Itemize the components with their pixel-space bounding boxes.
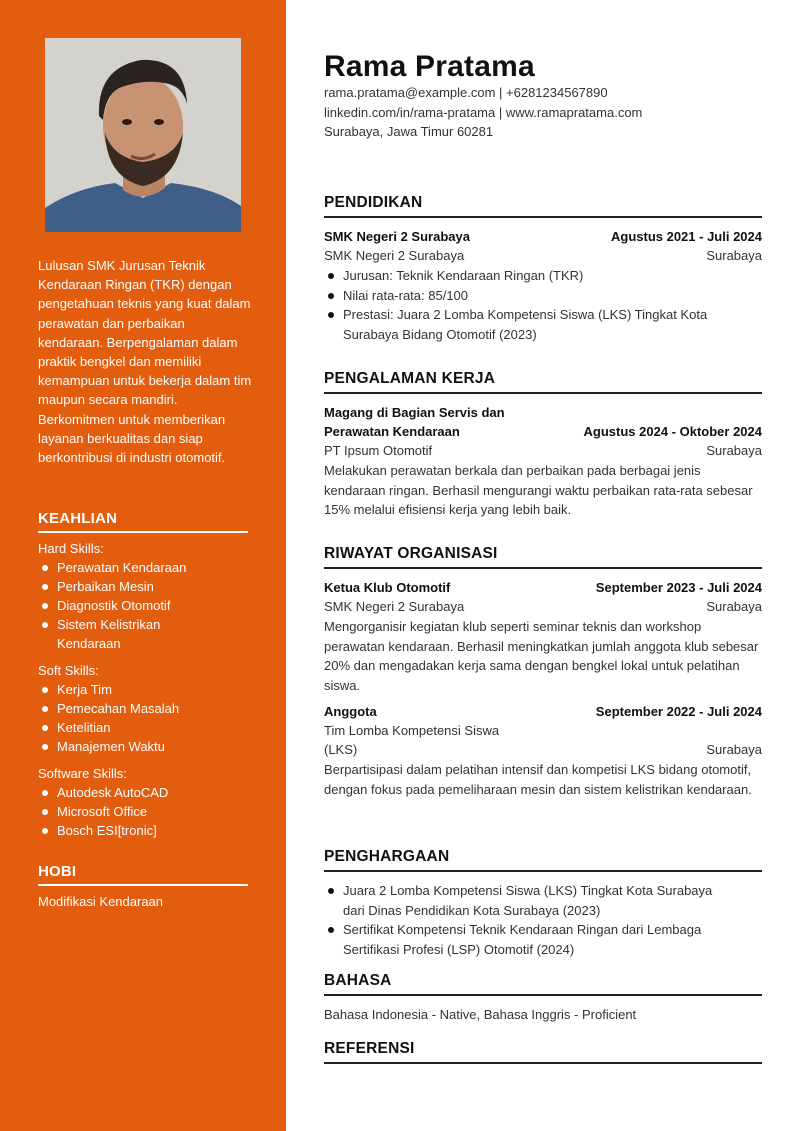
bullet-icon (42, 828, 48, 834)
bullet-icon (328, 888, 334, 894)
awards-list (324, 881, 762, 959)
profile-photo (45, 38, 241, 232)
experience-section (324, 370, 762, 520)
bullet-icon (42, 622, 48, 628)
institution-name: SMK Negeri 2 Surabaya (324, 248, 465, 263)
skill-item (38, 680, 248, 699)
org-description: Berpartisipasi dalam pelatihan intensif dan kompetisi LKS bidang otomotif, dengan fokus pada pemeliharaan mesin dan sistem kelistrikan kendaraan. (324, 762, 752, 797)
hobby-text: Modifikasi Kendaraan (38, 894, 164, 909)
organization-section (324, 545, 762, 799)
education-location: Surabaya (706, 248, 762, 263)
skill-text: Manajemen Waktu (57, 739, 165, 754)
skill-item (38, 577, 248, 596)
skill-item (38, 718, 248, 737)
bullet-icon (328, 927, 334, 933)
award-text: Juara 2 Lomba Kompetensi Siswa (LKS) Tingkat Kota Surabaya dari Dinas Pendidikan Kota Surabaya (2023) (343, 883, 713, 918)
sidebar (0, 0, 286, 1131)
org-location: Surabaya (706, 599, 762, 614)
org-location: Surabaya (706, 742, 762, 757)
contact-info (324, 83, 642, 142)
org-dates: September 2023 - Juli 2024 (595, 580, 762, 595)
skill-group-label: Soft Skills: (38, 663, 99, 678)
org-role: Anggota (324, 704, 377, 719)
skill-item (38, 615, 188, 653)
contact-email-phone: rama.pratama@example.com | +6281234567890 (324, 85, 608, 100)
org-description: Mengorganisir kegiatan klub seperti seminar teknis dan workshop perawatan kendaraan. Berhasil meningkatkan jumlah anggota klub sebesar 20% dan mengadakan kerja sama dengan bengkel lokal untuk pelatihan siswa. (324, 619, 759, 693)
software-skills-list (38, 783, 248, 840)
bullet-icon (42, 744, 48, 750)
organization-entry (324, 578, 762, 695)
contact-links: linkedin.com/in/rama-pratama | www.ramapratama.com (324, 104, 643, 120)
company-name: PT Ipsum Otomotif (324, 443, 433, 458)
references-section (324, 1040, 762, 1073)
hobby-section (38, 863, 248, 911)
bullet-icon (42, 603, 48, 609)
skill-item (38, 699, 248, 718)
org-name: Tim Lomba Kompetensi Siswa (324, 723, 500, 738)
bullet-icon (42, 725, 48, 731)
bullet-icon (42, 565, 48, 571)
bullet-icon (42, 687, 48, 693)
organization-heading: RIWAYAT ORGANISASI (324, 545, 762, 569)
skill-text: Microsoft Office (57, 804, 148, 819)
skill-text: Ketelitian (57, 720, 111, 735)
award-text: Sertifikat Kompetensi Teknik Kendaraan Ringan dari Lembaga Sertifikasi Profesi (LSP) Otomotif (2024) (343, 922, 702, 957)
languages-section (324, 972, 762, 1025)
education-heading: PENDIDIKAN (324, 194, 762, 218)
organization-entry (324, 702, 762, 799)
skills-section (38, 510, 248, 848)
skill-text: Kerja Tim (57, 682, 112, 697)
references-heading: REFERENSI (324, 1040, 762, 1064)
experience-heading: PENGALAMAN KERJA (324, 370, 762, 394)
detail-text: Jurusan: Teknik Kendaraan Ringan (TKR) (343, 268, 584, 283)
contact-address: Surabaya, Jawa Timur 60281 (324, 124, 494, 139)
org-name: SMK Negeri 2 Surabaya (324, 599, 465, 614)
profile-photo-icon (45, 38, 241, 232)
bullet-icon (328, 312, 334, 318)
skill-item (38, 783, 248, 802)
org-name-line-2: (LKS) (324, 742, 358, 757)
detail-text: Prestasi: Juara 2 Lomba Kompetensi Siswa (LKS) Tingkat Kota Surabaya Bidang Otomotif (2023) (343, 307, 708, 342)
experience-dates: Agustus 2024 - Oktober 2024 (583, 424, 762, 439)
skill-text: Bosch ESI[tronic] (57, 823, 157, 838)
skill-group-label: Software Skills: (38, 766, 127, 781)
job-title-line-2: Perawatan Kendaraan (324, 424, 460, 439)
school-name: SMK Negeri 2 Surabaya (324, 229, 470, 244)
education-detail-item (324, 266, 762, 286)
skill-item (38, 596, 248, 615)
awards-heading: PENGHARGAAN (324, 848, 762, 872)
org-role: Ketua Klub Otomotif (324, 580, 451, 595)
skill-text: Pemecahan Masalah (57, 701, 180, 716)
skill-text: Sistem Kelistrikan Kendaraan (57, 617, 161, 651)
education-dates: Agustus 2021 - Juli 2024 (610, 229, 762, 244)
soft-skills-list (38, 680, 248, 756)
job-title-line-1: Magang di Bagian Servis dan (324, 405, 505, 420)
award-item (324, 881, 762, 920)
skill-group-label: Hard Skills: (38, 541, 104, 556)
skill-item (38, 802, 248, 821)
skill-text: Perawatan Kendaraan (57, 560, 187, 575)
languages-heading: BAHASA (324, 972, 762, 996)
bullet-icon (328, 273, 334, 279)
skill-text: Diagnostik Otomotif (57, 598, 171, 613)
languages-text: Bahasa Indonesia - Native, Bahasa Inggris - Proficient (324, 1007, 637, 1022)
org-dates: September 2022 - Juli 2024 (595, 704, 762, 719)
skill-item (38, 821, 248, 840)
hard-skills-list (38, 558, 248, 653)
skill-item (38, 558, 248, 577)
education-details (324, 266, 762, 344)
detail-text: Nilai rata-rata: 85/100 (343, 287, 469, 303)
skills-heading: KEAHLIAN (38, 510, 248, 533)
skill-text: Perbaikan Mesin (57, 579, 154, 594)
awards-section (324, 848, 762, 959)
skill-item (38, 737, 248, 756)
profile-summary: Lulusan SMK Jurusan Teknik Kendaraan Ringan (TKR) dengan pengetahuan teknis yang kuat dalam perawatan dan perbaikan kendaraan. Berpengalaman dalam praktik bengkel dan memiliki kemampuan untuk bekerja dalam tim maupun secara mandiri. Berkomitmen untuk memberikan layanan berkualitas dan siap berkontribusi di industri otomotif. (38, 258, 252, 466)
hobby-heading: HOBI (38, 863, 248, 886)
experience-description: Melakukan perawatan berkala dan perbaikan pada berbagai jenis kendaraan ringan. Berhasil mengurangi waktu perbaikan rata-rata sebesar 15% melalui efisiensi kerja yang lebih baik. (324, 463, 753, 517)
bullet-icon (42, 809, 48, 815)
education-detail-item (324, 286, 762, 306)
bullet-icon (42, 706, 48, 712)
bullet-icon (42, 790, 48, 796)
person-name: Rama Pratama (324, 50, 535, 83)
experience-location: Surabaya (706, 443, 762, 458)
education-section (324, 194, 762, 344)
education-detail-item (324, 305, 762, 344)
bullet-icon (42, 584, 48, 590)
award-item (324, 920, 762, 959)
skill-text: Autodesk AutoCAD (57, 785, 169, 800)
bullet-icon (328, 293, 334, 299)
